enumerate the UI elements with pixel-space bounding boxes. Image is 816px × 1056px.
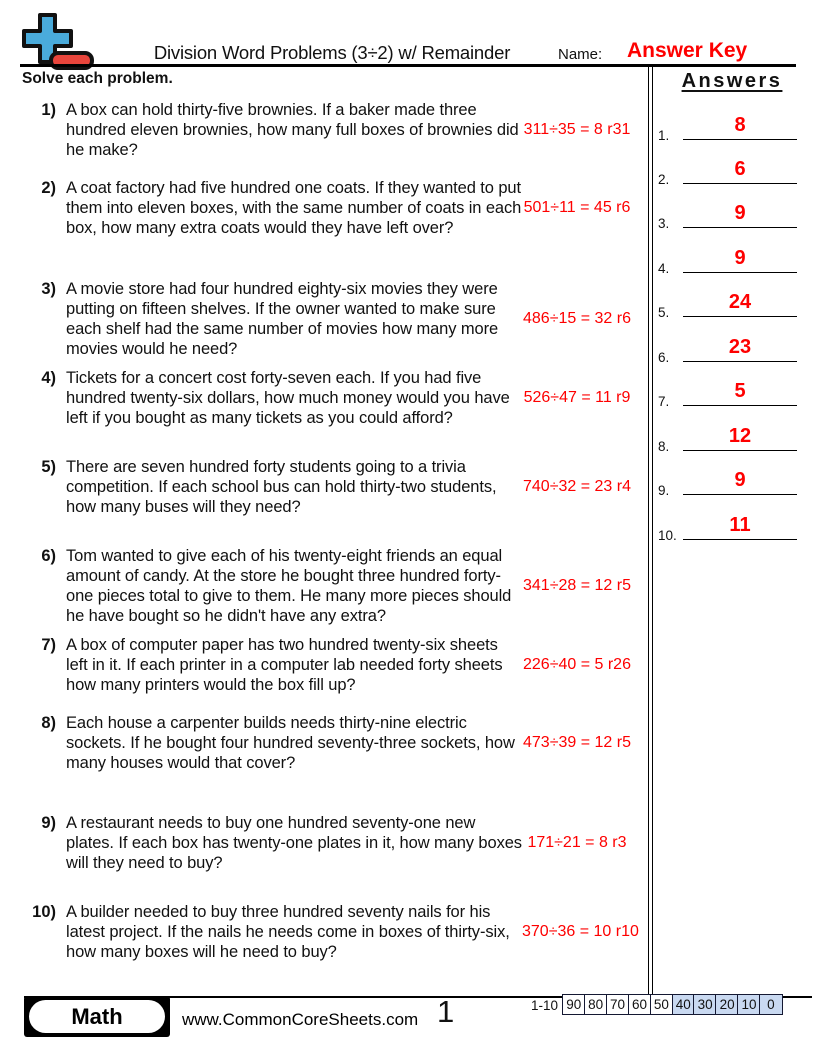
answer-number: 9. <box>658 483 670 498</box>
score-cell: 20 <box>715 994 739 1015</box>
problem-text: There are seven hundred forty students going to a trivia competition. If each school bus can hold thirty-two students, how many buses will they need? <box>66 458 497 516</box>
problem-equation: 171÷21 = 8 r3 <box>527 834 627 851</box>
problem-equation: 501÷11 = 45 r6 <box>523 199 631 216</box>
problem-equation: 226÷40 = 5 r26 <box>523 656 631 673</box>
answer-value: 24 <box>728 291 752 313</box>
answer-number: 2. <box>658 172 670 187</box>
problem-item <box>24 178 632 238</box>
answer-number: 6. <box>658 350 670 365</box>
problem-item <box>24 635 632 695</box>
score-cell: 30 <box>693 994 717 1015</box>
problem-item <box>24 546 632 626</box>
answer-value: 12 <box>728 425 752 447</box>
score-cell: 60 <box>628 994 652 1015</box>
problem-number: 3) <box>41 280 56 298</box>
answer-blank <box>683 512 797 540</box>
problem-text: A box of computer paper has two hundred twenty-six sheets left in it. If each printer in a computer lab needed forty sheets how many printers would the box fill up? <box>66 636 503 694</box>
answer-row <box>656 198 808 231</box>
answer-number: 5. <box>658 305 670 320</box>
website-text: www.CommonCoreSheets.com <box>182 1010 419 1029</box>
problem-number: 1) <box>41 101 56 119</box>
answer-blank <box>683 378 797 406</box>
answer-row <box>656 243 808 276</box>
score-cell: 80 <box>584 994 608 1015</box>
answer-value: 6 <box>734 158 746 180</box>
answer-blank <box>683 156 797 184</box>
problem-number: 7) <box>41 636 56 654</box>
score-cell: 10 <box>737 994 761 1015</box>
answer-value: 11 <box>729 514 751 536</box>
answer-number: 7. <box>658 394 670 409</box>
answer-row <box>656 287 808 320</box>
header-divider <box>20 64 796 67</box>
worksheet-title: Division Word Problems (3÷2) w/ Remainder <box>153 42 511 63</box>
problem-equation: 341÷28 = 12 r5 <box>523 577 631 594</box>
answer-row <box>656 154 808 187</box>
answer-blank <box>683 245 797 273</box>
problem-text: Tom wanted to give each of his twenty-eight friends an equal amount of candy. At the store he bought three hundred forty-one pieces total to give to them. He many more pieces should he have bought so he didn't have any extra? <box>66 547 512 625</box>
answer-row <box>656 465 808 498</box>
answer-number: 4. <box>658 261 670 276</box>
answer-value: 9 <box>734 247 746 269</box>
problem-item <box>24 368 632 428</box>
score-range-label: 1-10 <box>530 998 558 1013</box>
answer-row <box>656 421 808 454</box>
problem-text: A movie store had four hundred eighty-six movies they were putting on fifteen shelves. If the owner wanted to make sure each shelf had the same number of movies how many more movies would he need? <box>66 280 499 358</box>
problem-number: 2) <box>41 179 56 197</box>
answers-panel-title: Answers <box>681 70 783 92</box>
problem-equation: 740÷32 = 23 r4 <box>523 478 631 495</box>
page-number: 1 <box>437 994 455 1029</box>
problem-item <box>24 902 639 962</box>
problem-item <box>24 713 632 773</box>
answer-row <box>656 376 808 409</box>
answer-row <box>656 510 808 543</box>
answer-row <box>656 332 808 365</box>
answer-blank <box>683 334 797 362</box>
answer-value: 8 <box>734 114 746 136</box>
problem-text: Tickets for a concert cost forty-seven each. If you had five hundred twenty-six dollars, how much money would you have left if you bought as many tickets as you could afford? <box>66 369 510 427</box>
problem-number: 9) <box>41 814 56 832</box>
answer-number: 1. <box>658 128 670 143</box>
score-table <box>562 994 783 1015</box>
problem-text: A box can hold thirty-five brownies. If a baker made three hundred eleven brownies, how many full boxes of brownies did he make? <box>66 101 519 159</box>
answer-number: 8. <box>658 439 670 454</box>
instruction-text: Solve each problem. <box>22 70 173 87</box>
subject-badge <box>24 996 170 1037</box>
answer-blank <box>683 289 797 317</box>
problem-number: 10) <box>32 903 56 921</box>
problem-number: 6) <box>41 547 56 565</box>
answer-value: 9 <box>734 202 746 224</box>
problem-number: 8) <box>41 714 56 732</box>
answer-value: 5 <box>734 380 746 402</box>
name-label: Name: <box>558 46 603 63</box>
answer-row <box>656 110 808 143</box>
answer-blank <box>683 467 797 495</box>
answer-value: 23 <box>728 336 752 358</box>
answer-blank <box>683 200 797 228</box>
score-cell: 50 <box>650 994 674 1015</box>
problem-item <box>24 279 632 359</box>
score-cell: 40 <box>672 994 696 1015</box>
problem-equation: 370÷36 = 10 r10 <box>522 923 639 940</box>
problem-item <box>24 100 632 160</box>
problem-number: 4) <box>41 369 56 387</box>
score-cell: 70 <box>606 994 630 1015</box>
problem-text: A coat factory had five hundred one coats. If they wanted to put them into eleven boxes, with the same number of coats in each box, how many extra coats would they have left over? <box>66 179 522 237</box>
answers-column-divider <box>648 67 653 995</box>
problem-item <box>24 457 632 517</box>
answer-key-label: Answer Key <box>627 39 748 62</box>
answer-number: 3. <box>658 216 670 231</box>
score-cell: 90 <box>562 994 586 1015</box>
problem-equation: 311÷35 = 8 r31 <box>523 121 631 138</box>
problem-text: A builder needed to buy three hundred seventy nails for his latest project. If the nails he needs come in boxes of thirty-six, how many boxes will he need to buy? <box>66 903 510 961</box>
problem-equation: 526÷47 = 11 r9 <box>523 389 631 406</box>
problem-item <box>24 813 632 873</box>
problem-text: A restaurant needs to buy one hundred seventy-one new plates. If each box has twenty-one plates in it, how many boxes will they need to buy? <box>66 814 522 872</box>
problem-equation: 486÷15 = 32 r6 <box>523 310 631 327</box>
score-cell: 0 <box>759 994 783 1015</box>
problem-number: 5) <box>41 458 56 476</box>
answer-blank <box>683 112 797 140</box>
subject-badge-label: Math <box>29 1000 165 1033</box>
answer-blank <box>683 423 797 451</box>
answer-number: 10. <box>658 528 677 543</box>
answer-value: 9 <box>734 469 746 491</box>
problem-text: Each house a carpenter builds needs thirty-nine electric sockets. If he bought four hundred seventy-three sockets, how many houses would that cover? <box>66 714 515 772</box>
plus-minus-logo-icon <box>20 12 98 72</box>
problem-equation: 473÷39 = 12 r5 <box>523 734 631 751</box>
